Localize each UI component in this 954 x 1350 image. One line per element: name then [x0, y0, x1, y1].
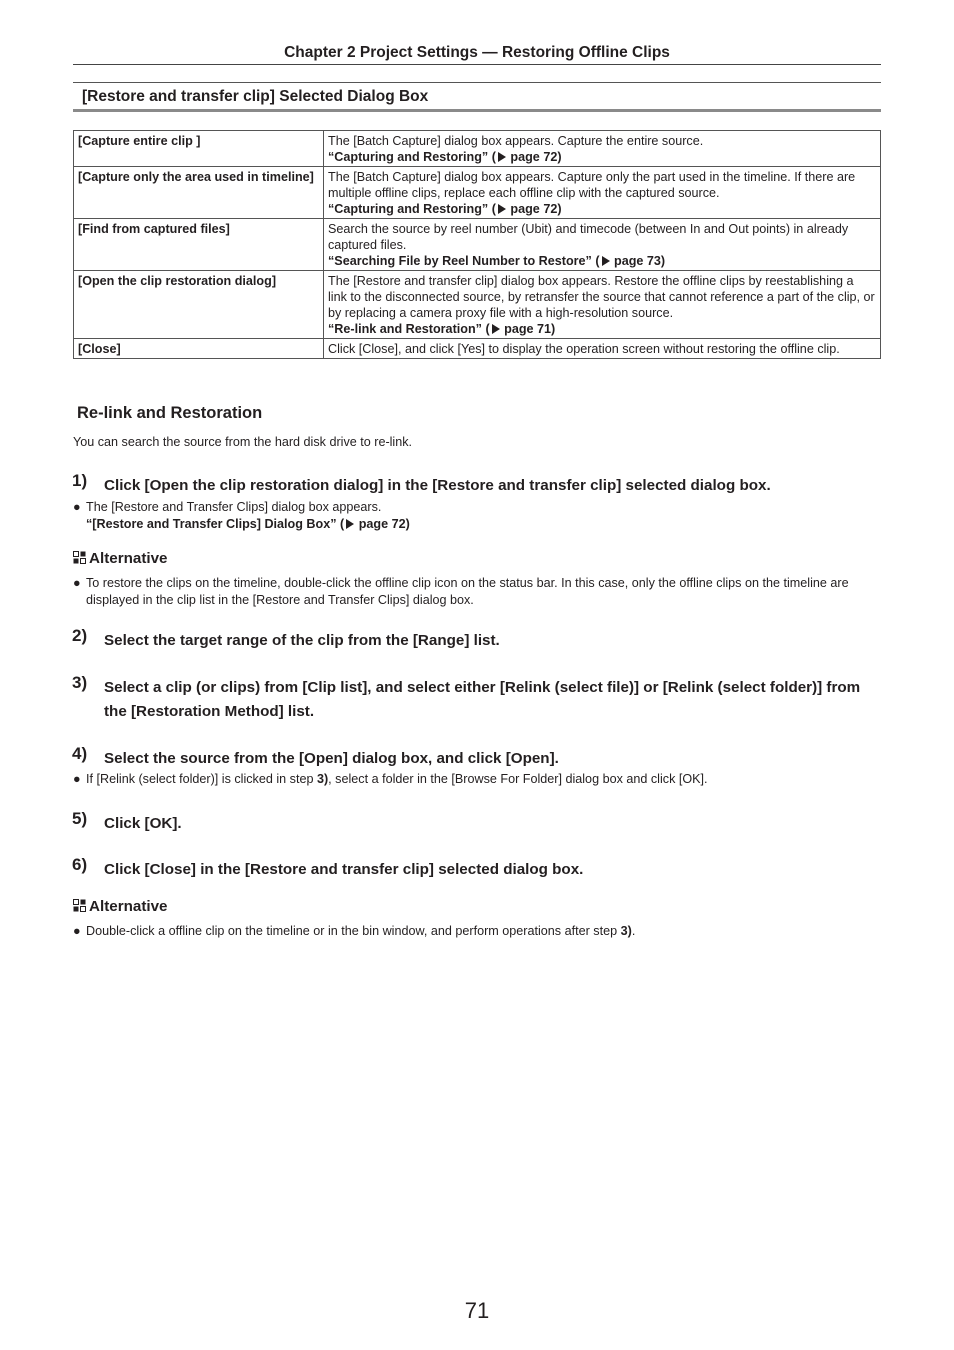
step-number: 3) [72, 673, 88, 692]
page-arrow-icon [492, 324, 500, 334]
table-row [74, 271, 881, 339]
step-1 [72, 471, 882, 498]
step-4-note [73, 771, 881, 788]
option-description: Click [Close], and click [Yes] to display the operation screen without restoring the offline clip. [324, 339, 881, 359]
alternative-label: Alternative [89, 898, 168, 915]
step-3 [72, 673, 882, 724]
page-arrow-icon [498, 152, 506, 162]
step-number: 5) [72, 809, 88, 828]
step-reference: 3) [316, 772, 329, 786]
page-number: 71 [464, 1298, 490, 1323]
ref-text: “Capturing and Restoring” ( [328, 150, 496, 164]
bullet-icon: ● [73, 772, 81, 786]
note-text: The [Restore and Transfer Clips] dialog box appears. [86, 500, 382, 514]
step-2 [72, 626, 882, 653]
step-1-note [73, 499, 881, 532]
step-5 [72, 809, 882, 836]
option-name: [Find from captured files] [74, 219, 324, 271]
note-text: . [631, 924, 636, 938]
description-text: Search the source by reel number (Ubit) and timecode (between In and Out points) in already captured files. [328, 222, 849, 252]
step-4 [72, 744, 882, 771]
page-arrow-icon [602, 256, 610, 266]
option-description [324, 219, 881, 271]
page-arrow-icon [346, 519, 354, 529]
header-rule [73, 64, 881, 65]
step-text: Select a clip (or clips) from [Clip list], and select either [Relink (select file)] or [Relink (select folder)] from the [Restoration Method] list. [104, 679, 861, 720]
description-text: The [Batch Capture] dialog box appears. Capture only the part used in the timeline. If there are multiple offline clips, replace each offline clip with the captured source. [328, 170, 856, 200]
ref-text: “Capturing and Restoring” ( [328, 202, 496, 216]
step-text: Click [OK]. [104, 815, 182, 832]
table-row [74, 131, 881, 167]
step-text: Click [Close] in the [Restore and transfer clip] selected dialog box. [104, 861, 584, 878]
section-title: [Restore and transfer clip] Selected Dialog Box [82, 88, 429, 105]
ref-page: page 72) [355, 516, 410, 531]
cross-reference[interactable] [86, 517, 410, 531]
section-box [73, 82, 881, 112]
ref-page: page 73) [610, 254, 666, 268]
cross-reference[interactable] [328, 202, 562, 216]
note-text: If [Relink (select folder)] is clicked in step [86, 772, 317, 786]
bullet-icon: ● [73, 576, 81, 590]
ref-page: page 71) [500, 322, 556, 336]
page-arrow-icon [498, 204, 506, 214]
intro-text: You can search the source from the hard disk drive to re-link. [73, 435, 413, 449]
step-number: 1) [72, 471, 88, 490]
alternative-2-note [73, 923, 881, 940]
ref-text: “[Restore and Transfer Clips] Dialog Box” ( [86, 516, 345, 531]
option-name: [Close] [74, 339, 324, 359]
cross-reference[interactable] [328, 150, 562, 164]
ref-page: page 72) [506, 150, 562, 164]
step-number: 4) [72, 744, 88, 763]
alternative-heading [73, 550, 168, 567]
note-text: To restore the clips on the timeline, double-click the offline clip icon on the status bar. In this case, only the offline clips on the timeline are displayed in the clip list in the [Restore and Transfer Clips] dialog box. [86, 576, 849, 607]
alternative-heading [73, 898, 168, 915]
option-name: [Open the clip restoration dialog] [74, 271, 324, 339]
option-description [324, 131, 881, 167]
alternative-icon [73, 551, 86, 564]
note-text: , select a folder in the [Browse For Folder] dialog box and click [OK]. [328, 772, 708, 786]
bullet-icon: ● [73, 924, 81, 938]
description-text: The [Restore and transfer clip] dialog box appears. Restore the offline clips by reestablishing a link to the disconnected source, by retransfer the source that cannot reference a part of the clip, or by replacing a camera proxy file with a high-resolution source. [328, 274, 875, 320]
cross-reference[interactable] [328, 322, 555, 336]
step-text: Click [Open the clip restoration dialog] in the [Restore and transfer clip] selected dialog box. [104, 477, 771, 494]
subsection-title: Re-link and Restoration [77, 404, 263, 422]
bullet-icon: ● [73, 500, 81, 514]
option-name: [Capture only the area used in timeline] [74, 167, 324, 219]
step-text: Select the target range of the clip from the [Range] list. [104, 632, 500, 649]
step-text: Select the source from the [Open] dialog box, and click [Open]. [104, 750, 559, 767]
option-name: [Capture entire clip ] [74, 131, 324, 167]
step-number: 6) [72, 855, 88, 874]
description-text: The [Batch Capture] dialog box appears. Capture the entire source. [328, 134, 704, 148]
cross-reference[interactable] [328, 254, 665, 268]
chapter-header: Chapter 2 Project Settings — Restoring Offline Clips [284, 44, 670, 61]
alternative-1-note [73, 575, 881, 608]
options-table [73, 130, 881, 359]
option-description [324, 271, 881, 339]
ref-page: page 72) [506, 202, 562, 216]
step-number: 2) [72, 626, 88, 645]
table-row [74, 167, 881, 219]
alternative-icon [73, 899, 86, 912]
step-reference: 3) [620, 924, 632, 938]
alternative-label: Alternative [89, 550, 168, 567]
option-description [324, 167, 881, 219]
table-row [74, 219, 881, 271]
ref-text: “Re-link and Restoration” ( [328, 322, 490, 336]
note-text: Double-click a offline clip on the timeline or in the bin window, and perform operations after step [86, 924, 621, 938]
ref-text: “Searching File by Reel Number to Restore” ( [328, 254, 600, 268]
table-row [74, 339, 881, 359]
step-6 [72, 855, 882, 882]
